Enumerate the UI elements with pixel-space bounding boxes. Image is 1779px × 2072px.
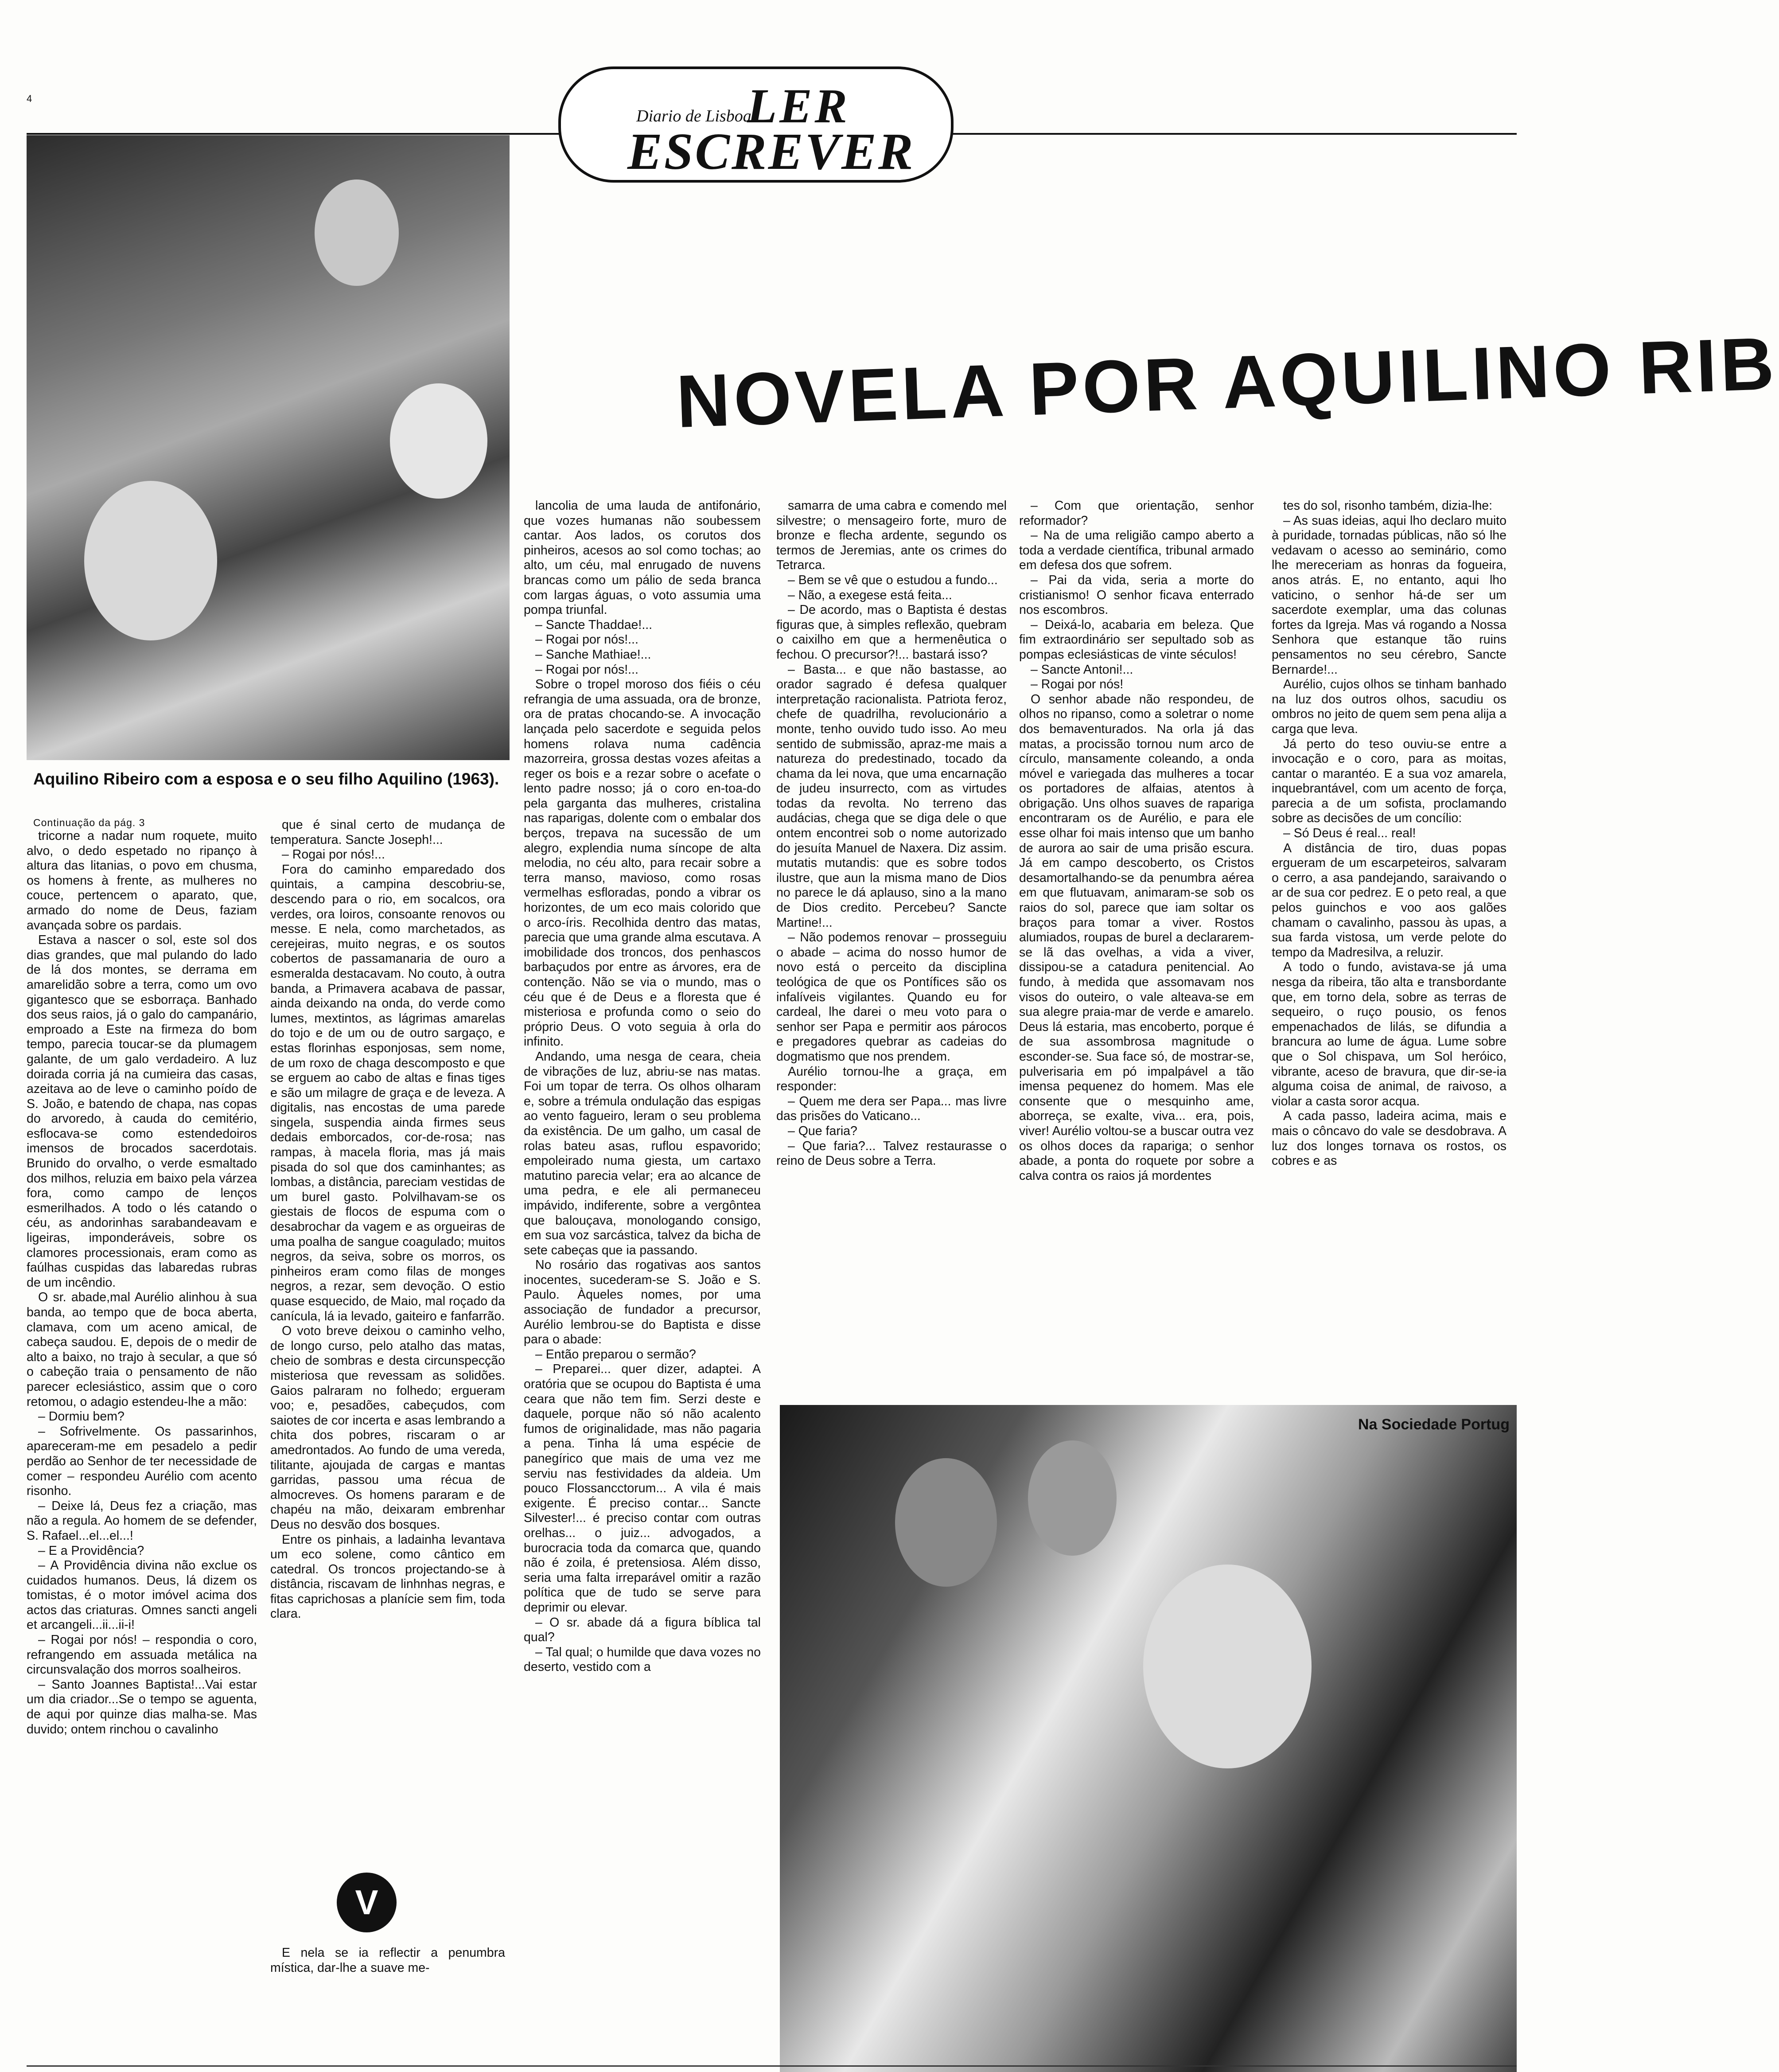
paragraph: – Não, a exegese está feita... [788,588,952,602]
paragraph: que é sinal certo de mudança de temperatura. Sancte Joseph!... [270,818,505,847]
paragraph: E nela se ia reflectir a penumbra mística, dar-lhe a suave me- [270,1946,505,1975]
paragraph: – Preparei... quer dizer, adaptei. A oratória que se ocupou do Baptista é uma ceara que não tem fim. Serzi deste e daquele, porque não só não acalento fumos de originalidade, mas não pagaria a pena. Tinha lá uma espécie de panegírico que mais de uma vez me serviu nas festividades da aldeia. Um pouco Flossancctorum... A vila é mais exigente. É preciso contar... Sancte Silvester!... é preciso contar com outras orelhas... o juiz... advogados, a burocracia toda da comarca que, quando não é zoila, é pretensiosa. Além disso, seria uma falta irreparável omitir a razão política que de tudo se serve para deprimir ou elevar. [524,1362,761,1615]
bottom-rule [27,2065,1517,2067]
article-column-6 [1272,499,1507,1403]
paragraph: – Rogai por nós! – respondia o coro, refrangendo em assuada metálica na circunsvalação dos morros soalheiros. [27,1633,257,1677]
paragraph: – O sr. abade dá a figura bíblica tal qual? [524,1615,761,1645]
paragraph: – Com que orientação, senhor reformador? [1019,499,1254,528]
paragraph: – Sofrivelmente. Os passarinhos, apareceram-me em pesadelo a pedir perdão ao Senhor de ter necessidade de comer – respondeu Aurélio com acento risonho. [27,1424,257,1498]
paragraph: O senhor abade não respondeu, de olhos no ripanso, como a soletrar o nome dos bemaventurados. Na orla já das matas, a procissão tornou num arco de círculo, mansamente coleando, a onda móvel e variegada das mulheres a tocar os portadores de alfaias, atentos à obrigação. Uns olhos suaves de rapariga encontraram os de Aurélio, e para ele esse olhar foi mais intenso que um banho de aurora ao sair de uma prisão escura. Já em campo descoberto, os Cristos desamortalhando-se da penumbra aérea em que flutuavam, animaram-se sob os raios do sol, parece que iam soltar os braços para tomar a viver. Rostos alumiados, roupas de burel a declararem-se lã das ovelhas, a vida a viver, dissipou-se a catadura penitencial. Ao fundo, à medida que assomavam nos visos do outeiro, o vale alteava-se em sua alegre praia-mar de verde e amarelo. Deus lá estaria, mas encoberto, porque é de sua assombrosa magnitude o esconder-se. Sua face só, de mostrar-se, pulverisaria em pó impalpável a tão imensa pequenez do homem. Mas ele consente que o mesquinho ame, aborreça, se exalte, viva... era, pois, viver! Aurélio voltou-se a buscar outra vez os olhos doces da rapariga; o senhor abade, a ponta do roquete por sobre a calva contra os raios já mordentes [1019,692,1254,1183]
section-badge: V [337,1873,397,1932]
paragraph: A cada passo, ladeira acima, mais e mais o côncavo do vale se desdobrava. A luz dos longes tornava os rostos, os cobres e as [1272,1109,1507,1168]
paragraph: A todo o fundo, avistava-se já uma nesga da ribeira, tão alta e transbordante que, em torno dela, sobre as terras de sequeiro, o ruço pousio, os fenos empenachados de lilás, se difundia a brancura ao lume de água. Lume sobre que o Sol chispava, um Sol heróico, vibrante, aceso de bravura, que dir-se-ia alguma coisa de animal, de raivoso, a violar a casta soror acqua. [1272,960,1507,1108]
paragraph: Estava a nascer o sol, este sol dos dias grandes, que mal pulando do lado de lá dos montes, se derrama em amarelidão sobre a terra, como um ovo gigantesco que se esborraça. Banhado dos seus raios, já o galo do campanário, emproado a Este na firmeza do bom tempo, parecia toucar-se da plumagem galante, de um galo verdadeiro. A luz doirada corria já na cumieira das casas, azeitava ao de leve o caminho poído de S. João, e batendo de chapa, nas copas do arvoredo, à cauda do cemitério, esflocava-se como estendedoiros imensos de brocados sacerdotais. Brunido do orvalho, o verde esmaltado dos milhos, reluzia em baixo pela várzea fora, como campo de lenços esmerilhados. A todo o lés catando o céu, as andorinhas sarabandeavam e ligeiras, imponderáveis, sobre os clamores processionais, eram como as faúlhas cuspidas das labaredas rubras de um incêndio. [27,933,257,1290]
paragraph: – Tal qual; o humilde que dava vozes no deserto, vestido com a [524,1645,761,1674]
paragraph: – As suas ideias, aqui lho declaro muito à puridade, tornadas públicas, não só lhe vedavam o acesso ao seminário, como lhe mereceriam as honras da fogueira, anos atrás. E, no entanto, aqui lho vaticino, o senhor há-de ser um sacerdote exemplar, uma das colunas fortes da Igreja. Mas vá rogando a Nossa Senhora que estanque tão ruins pensamentos no seu cérebro, Sancte Bernarde!... [1272,513,1507,677]
paragraph: – Não podemos renovar – prosseguiu o abade – acima do nosso humor de novo está o perceito da disciplina teológica de que os Pontífices são os infalíveis vigilantes. Quando eu for cardeal, lhe darei o meu voto para o senhor ser Papa e permitir aos párocos e pregadores quebrar as cadeias do dogmatismo que nos prendem. [776,930,1007,1064]
paragraph: O voto breve deixou o caminho velho, de longo curso, pelo atalho das matas, cheio de sombras e desta circunspecção misteriosa que revessam as solidões. Gaios palraram no folhedo; ergueram voo; e, pesadões, cabeçudos, com saiotes de cor incerta e asas lembrando a chita dos pobres, riscaram o ar amedrontados. Ao fundo de uma vereda, tilitante, ajoujada de cargas e mantas garridas, passou uma récua de almocreves. Os homens pararam e de chapéu na mão, deixaram embrenhar Deus no desvão dos bosques. [270,1324,505,1532]
paragraph: – Sancte Antoni!... [1031,662,1133,677]
paragraph: – Dormiu bem? [38,1409,125,1424]
paragraph: A distância de tiro, duas popas ergueram de um escarpeteiros, salvaram o cerro, a asa pandejando, saraivando o ar de sua cor pedrez. E o peto real, a que pelos guinchos e voo aos galões chamam o cavalinho, passou às upas, a sua farda vistosa, um verde pelote do tempo da Madresilva, a reluzir. [1272,841,1507,960]
photo-society-event [780,1405,1517,2072]
article-column-2-bottom [270,1946,505,2065]
paragraph: – A Providência divina não exclue os cuidados humanos. Deus, lá dizem os tomistas, é o motor imóvel acima dos actos das criaturas. Omnes sancti angeli et arcangeli...ii...ii-i! [27,1558,257,1632]
paragraph: – De acordo, mas o Baptista é destas figuras que, à simples reflexão, quebram o caixilho em que a hermenêutica o fechou. O precursor?!... bastará isso? [776,603,1007,662]
paragraph: – Que faria?... Talvez restaurasse o reino de Deus sobre a Terra. [776,1139,1007,1168]
paragraph: – Santo Joannes Baptista!...Vai estar um dia criador...Se o tempo se aguenta, de aqui por quinze dias malha-se. Mas duvido; ontem rinchou o cavalinho [27,1677,257,1736]
masthead-title-bottom: ESCREVER [627,122,915,180]
paragraph: – Rogai por nós!... [535,632,638,647]
paragraph: – Só Deus é real... real! [1283,826,1416,841]
paragraph: – Bem se vê que o estudou a fundo... [788,573,998,587]
paragraph: Andando, uma nesga de ceara, cheia de vibrações de luz, abriu-se nas matas. Foi um topar de terra. Os olhos olharam e, sobre a trémula ondulação das espigas ao vento fagueiro, leram o seu problema da existência. De um galho, um casal de rolas bateu asas, ruflou espavorido; empoleirado numa giesta, um cartaxo matutino parecia velar; era ao alcance de uma pedra, e ele ali permaneceu impávido, indiferente, sobre a vergôntea que balouçava, monologando consigo, em sua voz sarcástica, talvez da bicha de sete cabeças que ia passando. [524,1049,761,1257]
paragraph: O sr. abade,mal Aurélio alinhou à sua banda, ao tempo que de boca aberta, clamava, com um aceno amical, de cabeça saudou. E, depois de o medir de alto a baixo, no trajo à secular, a que só o cabeção traia o pensamento de não parecer eclesiástico, assim que o coro retomou, o adagio estendeu-lhe a mão: [27,1290,257,1409]
paragraph: – Rogai por nós!... [535,662,638,677]
article-column-5 [1019,499,1254,1403]
masthead-logo [558,66,954,183]
paragraph: – Deixe lá, Deus fez a criação, mas não a regula. Ao homem de se defender, S. Rafael...el...el...! [27,1498,257,1543]
article-column-3 [524,499,761,2068]
paragraph: tes do sol, risonho também, dizia-lhe: [1283,499,1493,513]
photo-aquilino-family [27,135,510,760]
paragraph: – E a Providência? [38,1543,144,1558]
paragraph: – Deixá-lo, acabaria em beleza. Que fim extraordinário ser sepultado sob as pompas eclesiásticas de vinte séculos! [1019,617,1254,662]
headline: NOVELA POR AQUILINO RIB [675,321,1779,444]
photo-section-label: Na Sociedade Portug [1358,1416,1510,1433]
continuation-note: Continuação da pág. 3 [33,817,145,828]
paragraph: samarra de uma cabra e comendo mel silvestre; o mensageiro forte, muro de bronze e flecha ardente, segundo os termos de Jeremias, ante os crimes do Tetrarca. [776,499,1007,573]
article-column-1 [27,829,257,2065]
paragraph: – Que faria? [788,1124,857,1138]
masthead-brand: Diario de Lisboa [636,107,751,125]
article-column-4 [776,499,1007,1403]
paragraph: – Sancte Thaddae!... [535,617,653,632]
paragraph: Já perto do teso ouviu-se entre a invocação e o coro, para as moitas, cantar o marantéo. E a sua voz amarela, inquebrantável, com um acento de força, parecia a de um sofista, proclamando sobre as decisões de um concílio: [1272,737,1507,826]
paragraph: Aurélio, cujos olhos se tinham banhado na luz dos outros olhos, sacudiu os ombros no jeito de quem sem pena alija a carga que leva. [1272,677,1507,736]
masthead-title-top: LER [747,79,850,133]
paragraph: Fora do caminho emparedado dos quintais, a campina descobriu-se, descendo para o rio, em socalcos, ora verdes, ora loiros, consoante renovos ou messe. E nela, como marchetados, as cerejeiras, muito negras, e os soutos cobertos de passamanaria de ouro a esmeralda destacavam. No couto, à outra banda, a Primavera acabava de passar, ainda deixando na onda, do verde como lumes, mextintos, as lágrimas amarelas do tojo e de um ou de outro sargaço, e estas florinhas esponjosas, sem nome, de um roxo de chaga descomposto e que se erguem ao cabo de altas e finas tiges e são um milagre de graça e de leveza. A digitalis, nas encostas de uma parede singela, suspendia ainda firmes seus dedais emborcados, cor-de-rosa; nas rampas, à macela floria, mas já mais pisada do sol que dos caminhantes; as lombas, a distância, pareciam vestidas de um burel gasto. Polvilhavam-se os giestais de flocos de espuma com o desabrochar da vagem e as orgueiras de uma poalha de sangue coagulado; muitos negros, da seiva, sobre os morros, os pinheiros eram como filas de monges negros, a rezar, sem devoção. O estio quase esquecido, de Maio, mal roçado da canícula, lá ia levado, gaiteiro e fanfarrão. [270,862,505,1323]
paragraph: Sobre o tropel moroso dos fiéis o céu refrangia de uma assuada, ora de bronze, ora de pratas chocando-se. A invocação lançada pelo sacerdote e seguida pelos homens rolava numa cadência mazorreira, grossa destas vozes afeitas a reger os bois e a rezar sobre o acefate o lento padre nosso; já o coro en-toa-do pela garganta das mulheres, cristalina nas raparigas, dolente com o embalar dos berços, trepava na sucessão de um alegro, explendia numa síncope de alta melodia, no céu alto, para recair sobre a terra manso, mavioso, como rosas vermelhas esfloradas, pondo a vibrar os horizontes, de um eco mais colorido que o arco-íris. Recolhida dentro das matas, parecia que uma grande alma escutava. A imobilidade dos troncos, dos penhascos barbaçudos por entre as árvores, era de contenção. Não se via o mundo, mas o céu que é de Deus e a floresta que é misteriosa e profunda como o seio do próprio Deus. O voto seguia à orla do infinito. [524,677,761,1049]
paragraph: – Então preparou o sermão? [535,1347,696,1362]
paragraph: – Quem me dera ser Papa... mas livre das prisões do Vaticano... [776,1094,1007,1124]
paragraph: – Basta... e que não bastasse, ao orador sagrado é defesa qualquer interpretação racionalista. Patriota feroz, chefe de quadrilha, revolucionário a monte, tenho ouvido tudo isso. Ao meu sentido de submissão, apraz-me mais a natureza do predestinado, tocado da chama da lei nova, que uma encarnação de judeu insurrecto, com as virtudes todas da revolta. No terreno das audácias, chega que se diga dele o que ontem encontrei sob o nome autorizado do jesuíta Manuel de Naxera. Diz assim. mutatis mutandis: que es sobre todos ilustre, que aun la misma mano de Dios no parece le dá aplauso, sino a la mano de Dios credito. Percebeu? Sancte Martine!... [776,662,1007,930]
paragraph: – Pai da vida, seria a morte do cristianismo! O senhor ficava enterrado nos escombros. [1019,573,1254,617]
photo-caption: Aquilino Ribeiro com a esposa e o seu filho Aquilino (1963). [33,770,499,788]
paragraph: – Sanche Mathiae!... [535,647,651,662]
paragraph: Aurélio tornou-lhe a graça, em responder: [776,1064,1007,1094]
paragraph: tricorne a nadar num roquete, muito alvo, o dedo espetado no ripanço à altura das litanias, o povo em chusma, os homens à frente, as mulheres no couce, pertencem o aparato, que, armado do nome de Deus, faziam avançada sobre os pardais. [27,829,257,933]
article-column-2 [270,818,505,2032]
page-number: 4 [27,93,32,104]
paragraph: – Rogai por nós!... [282,847,385,862]
paragraph: No rosário das rogativas aos santos inocentes, sucederam-se S. João e S. Paulo. Àqueles nomes, por uma associação de fundador a precursor, Aurélio lembrou-se do Baptista e disse para o abade: [524,1258,761,1347]
paragraph: – Na de uma religião campo aberto a toda a verdade científica, tribunal armado em defesa dos que sofrem. [1019,528,1254,573]
paragraph: lancolia de uma lauda de antifonário, que vozes humanas não soubessem cantar. Aos lados, os corutos dos pinheiros, acesos ao sol como tochas; ao alto, um céu, mal enrugado de nuvens brancas como um pálio de seda branca com largas águas, o voto assumia uma pompa triunfal. [524,499,761,617]
paragraph: Entre os pinhais, a ladainha levantava um eco solene, como cântico em catedral. Os troncos projectando-se à distância, riscavam de linhnhas negras, e fitas caprichosas a planície sem fim, toda clara. [270,1532,505,1621]
paragraph: – Rogai por nós! [1031,677,1124,692]
